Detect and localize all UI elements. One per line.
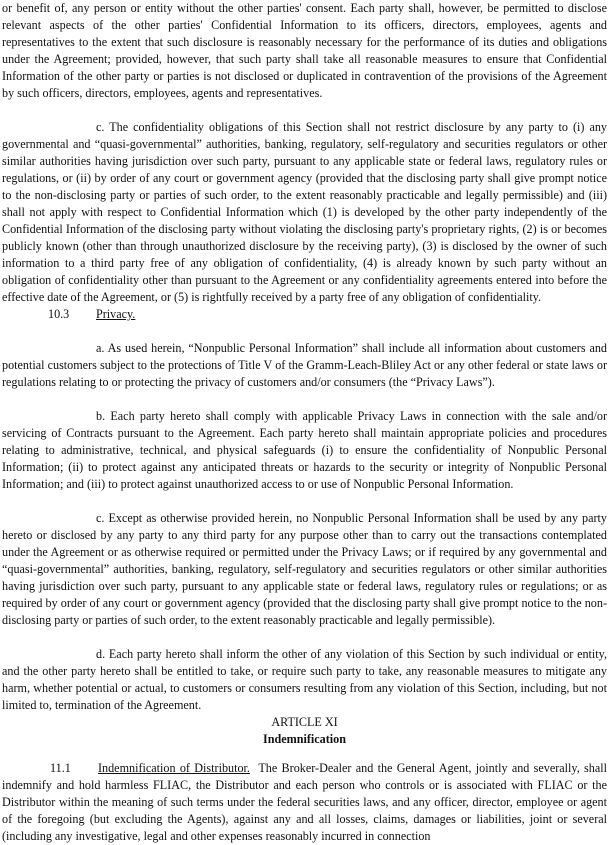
paragraph-indemnification [2, 760, 607, 845]
section-number: 10.3 [48, 307, 70, 321]
section-title: Indemnification of Distributor. [98, 761, 250, 775]
paragraph-privacy-d: d. Each party hereto shall inform the other of any violation of this Section by such individual or entity, and the other party hereto shall be entitled to take, or require such party to take, any reasonable measures to mitigate any harm, whether potential or actual, to customers or consumers resulting from any violation of this Section, including, but not limited to, termination of the Agreement. [2, 647, 607, 712]
paragraph-privacy-a: a. As used herein, “Nonpublic Personal Information” shall include all information about customers and potential customers subject to the protections of Title V of the Gramm-Leach-Bliley Act or any other federal or state laws or regulations relating to or protecting the privacy of customers and/or consumers (the “Privacy Laws”). [2, 341, 607, 389]
paragraph-privacy-c: c. Except as otherwise provided herein, no Nonpublic Personal Information shall be used by any party hereto or disclosed by any party to any third party for any purpose other than to carry out the transactions contemplated under the Agreement or as otherwise required or permitted under the Privacy Laws; or if required by any governmental and “quasi-governmental” authorities, banking, regulatory, self-regulatory and securities regulators or other similar authorities having jurisdiction over such party, pursuant to any applicable state or federal laws, regulatory rules or regulations; or as required by order of any court or government agency (provided that the disclosing party shall give prompt notice to the non-disclosing party or parties of such order, to the extent reasonably practicable and legally permissible). [2, 511, 607, 627]
paragraph-confidentiality-c: c. The confidentiality obligations of this Section shall not restrict disclosure by any party to (i) any governmental and “quasi-governmental” authorities, banking, regulatory, self-regulatory and securities regulators or other similar authorities having jurisdiction over such party, pursuant to any applicable state or federal laws, regulatory rules or regulations, or (ii) by order of any court or government agency (provided that the disclosing party shall give prompt notice to the non-disclosing party or parties of such order, to the extent reasonably practicable and legally permissible) and (iii) shall not apply with respect to Confidential Information which (1) is developed by the other party independently of the Confidential Information of the disclosing party without violating the disclosing party's proprietary rights, (2) is or becomes publicly known (other than through unauthorized disclosure by the receiving party), (3) is disclosed by the owner of such information to a third party free of any obligation of confidentiality, (4) is already known by such party without an obligation of confidentiality other than pursuant to the Agreement or any confidentiality agreements entered into before the effective date of the Agreement, or (5) is rightfully received by a party free of any obligation of confidentiality. [2, 120, 607, 304]
paragraph-confidentiality-continued: or benefit of, any person or entity without the other parties' consent. Each party shall, however, be permitted to disclose relevant aspects of the other parties' Confidential Information to its officers, directors, employees, agents and representatives to the extent that such disclosure is reasonably necessary for the performance of its duties and obligations under the Agreement; provided, however, that such party shall take all reasonable measures to ensure that Confidential Information of the other party or parties is not disclosed or duplicated in contravention of the provisions of the Agreement by such officers, directors, employees, agents and representatives. [2, 1, 607, 100]
article-subtitle: Indemnification [263, 732, 346, 746]
section-heading-privacy [2, 306, 607, 323]
section-number: 11.1 [50, 761, 71, 775]
section-title: Privacy. [96, 307, 136, 321]
section-body: The Broker-Dealer and the General Agent, jointly and severally, shall indemnify and hold harmless FLIAC, the Distributor and each person who controls or is associated with FLIAC or the Distributor within the meaning of such terms under the federal securities laws, and any officer, director, employee or agent of the foregoing (but excluding the Agents), against any and all losses, claims, damages or liabilities, joint or several (including any investigative, legal and other expenses reasonably incurred in connection [2, 761, 607, 843]
article-title: ARTICLE XI [271, 715, 338, 729]
paragraph-privacy-b: b. Each party hereto shall comply with applicable Privacy Laws in connection with the sale and/or servicing of Contracts pursuant to the Agreement. Each party hereto shall maintain appropriate policies and procedures relating to administrative, technical, and physical safeguards (i) to ensure the confidentiality of Nonpublic Personal Information; (ii) to protect against any anticipated threats or hazards to the security or integrity of Nonpublic Personal Information; and (iii) to protect against unauthorized access to or use of Nonpublic Personal Information. [2, 409, 607, 491]
